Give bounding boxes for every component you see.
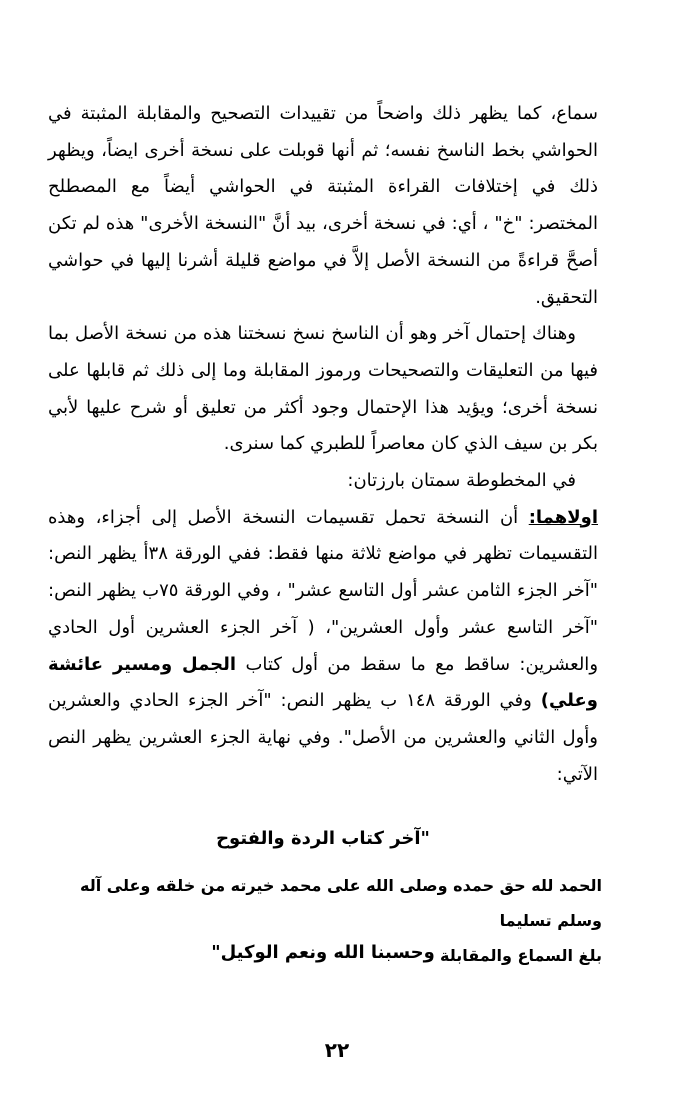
paragraph-two-features: في المخطوطة سمتان بارزتان: bbox=[347, 470, 576, 492]
quote-closing: وحسبنا الله ونعم الوكيل" bbox=[211, 942, 435, 963]
book-title-phrase: الجمل ومسير عائشة وعلي) bbox=[48, 653, 598, 712]
first-feature-text-part-2: وفي الورقة ١٤٨ ب يظهر النص: "آخر الجزء الحادي والعشرين وأول الثاني والعشرين من الأصل". وفي نهاية الجزء العشرين يظهر النص الآتي: bbox=[48, 690, 598, 785]
paragraph-first-feature bbox=[48, 500, 598, 794]
first-feature-label: اولاهما: bbox=[528, 506, 598, 528]
quote-line-2: بلغ السماع والمقابلة bbox=[440, 946, 602, 965]
paragraph-copy-hypothesis: وهناك إحتمال آخر وهو أن الناسخ نسخ نسختنا هذه من نسخة الأصل بما فيها من التعليقات والتصحيحات ورموز المقابلة وما إلى ذلك ثم قابلها على نسخة أخرى؛ ويؤيد هذا الإحتمال وجود أكثر من تعليق أو شرح عليها لأبي بكر بن سيف الذي كان معاصراً للطبري كما سنرى. bbox=[48, 323, 598, 455]
paragraph-manuscript-collation: سماع، كما يظهر ذلك واضحاً من تقييدات التصحيح والمقابلة المثبتة في الحواشي بخط الناسخ نفسه؛ ثم أنها قوبلت على نسخة أخرى ايضاً، ويظهر ذلك في إختلافات القراءة المثبتة في الحواشي أيضاً مع المصطلح المختصر: "خ" ، أي: في نسخة أخرى، بيد أنَّ "النسخة الأخرى" هذه لم تكن أصحَّ قراءةً من النسخة الأصل إلاَّ في مواضع قليلة أشرنا إليها في حواشي التحقيق. bbox=[48, 103, 598, 308]
page-number: ٢٢ bbox=[324, 1038, 350, 1062]
first-feature-text-part-1: أن النسخة تحمل تقسيمات النسخة الأصل إلى أجزاء، وهذه التقسيمات تظهر في مواضع ثلاثة منها فقط: ففي الورقة ٣٨أ يظهر النص: "آخر الجزء الثامن عشر أول التاسع عشر" ، وفي الورقة ٧٥ب يظهر النص: "آخر التاسع عشر وأول العشرين"، ( آخر الجزء العشرين أول الحادي والعشرين: ساقط مع ما سقط من أول كتاب bbox=[48, 506, 599, 675]
quote-line-1: الحمد لله حق حمده وصلى الله على محمد خيرته من خلقه وعلى آله وسلم تسليما bbox=[80, 876, 602, 930]
quote-title: "آخر كتاب الردة والفتوح bbox=[216, 828, 430, 849]
body-text bbox=[48, 96, 598, 793]
